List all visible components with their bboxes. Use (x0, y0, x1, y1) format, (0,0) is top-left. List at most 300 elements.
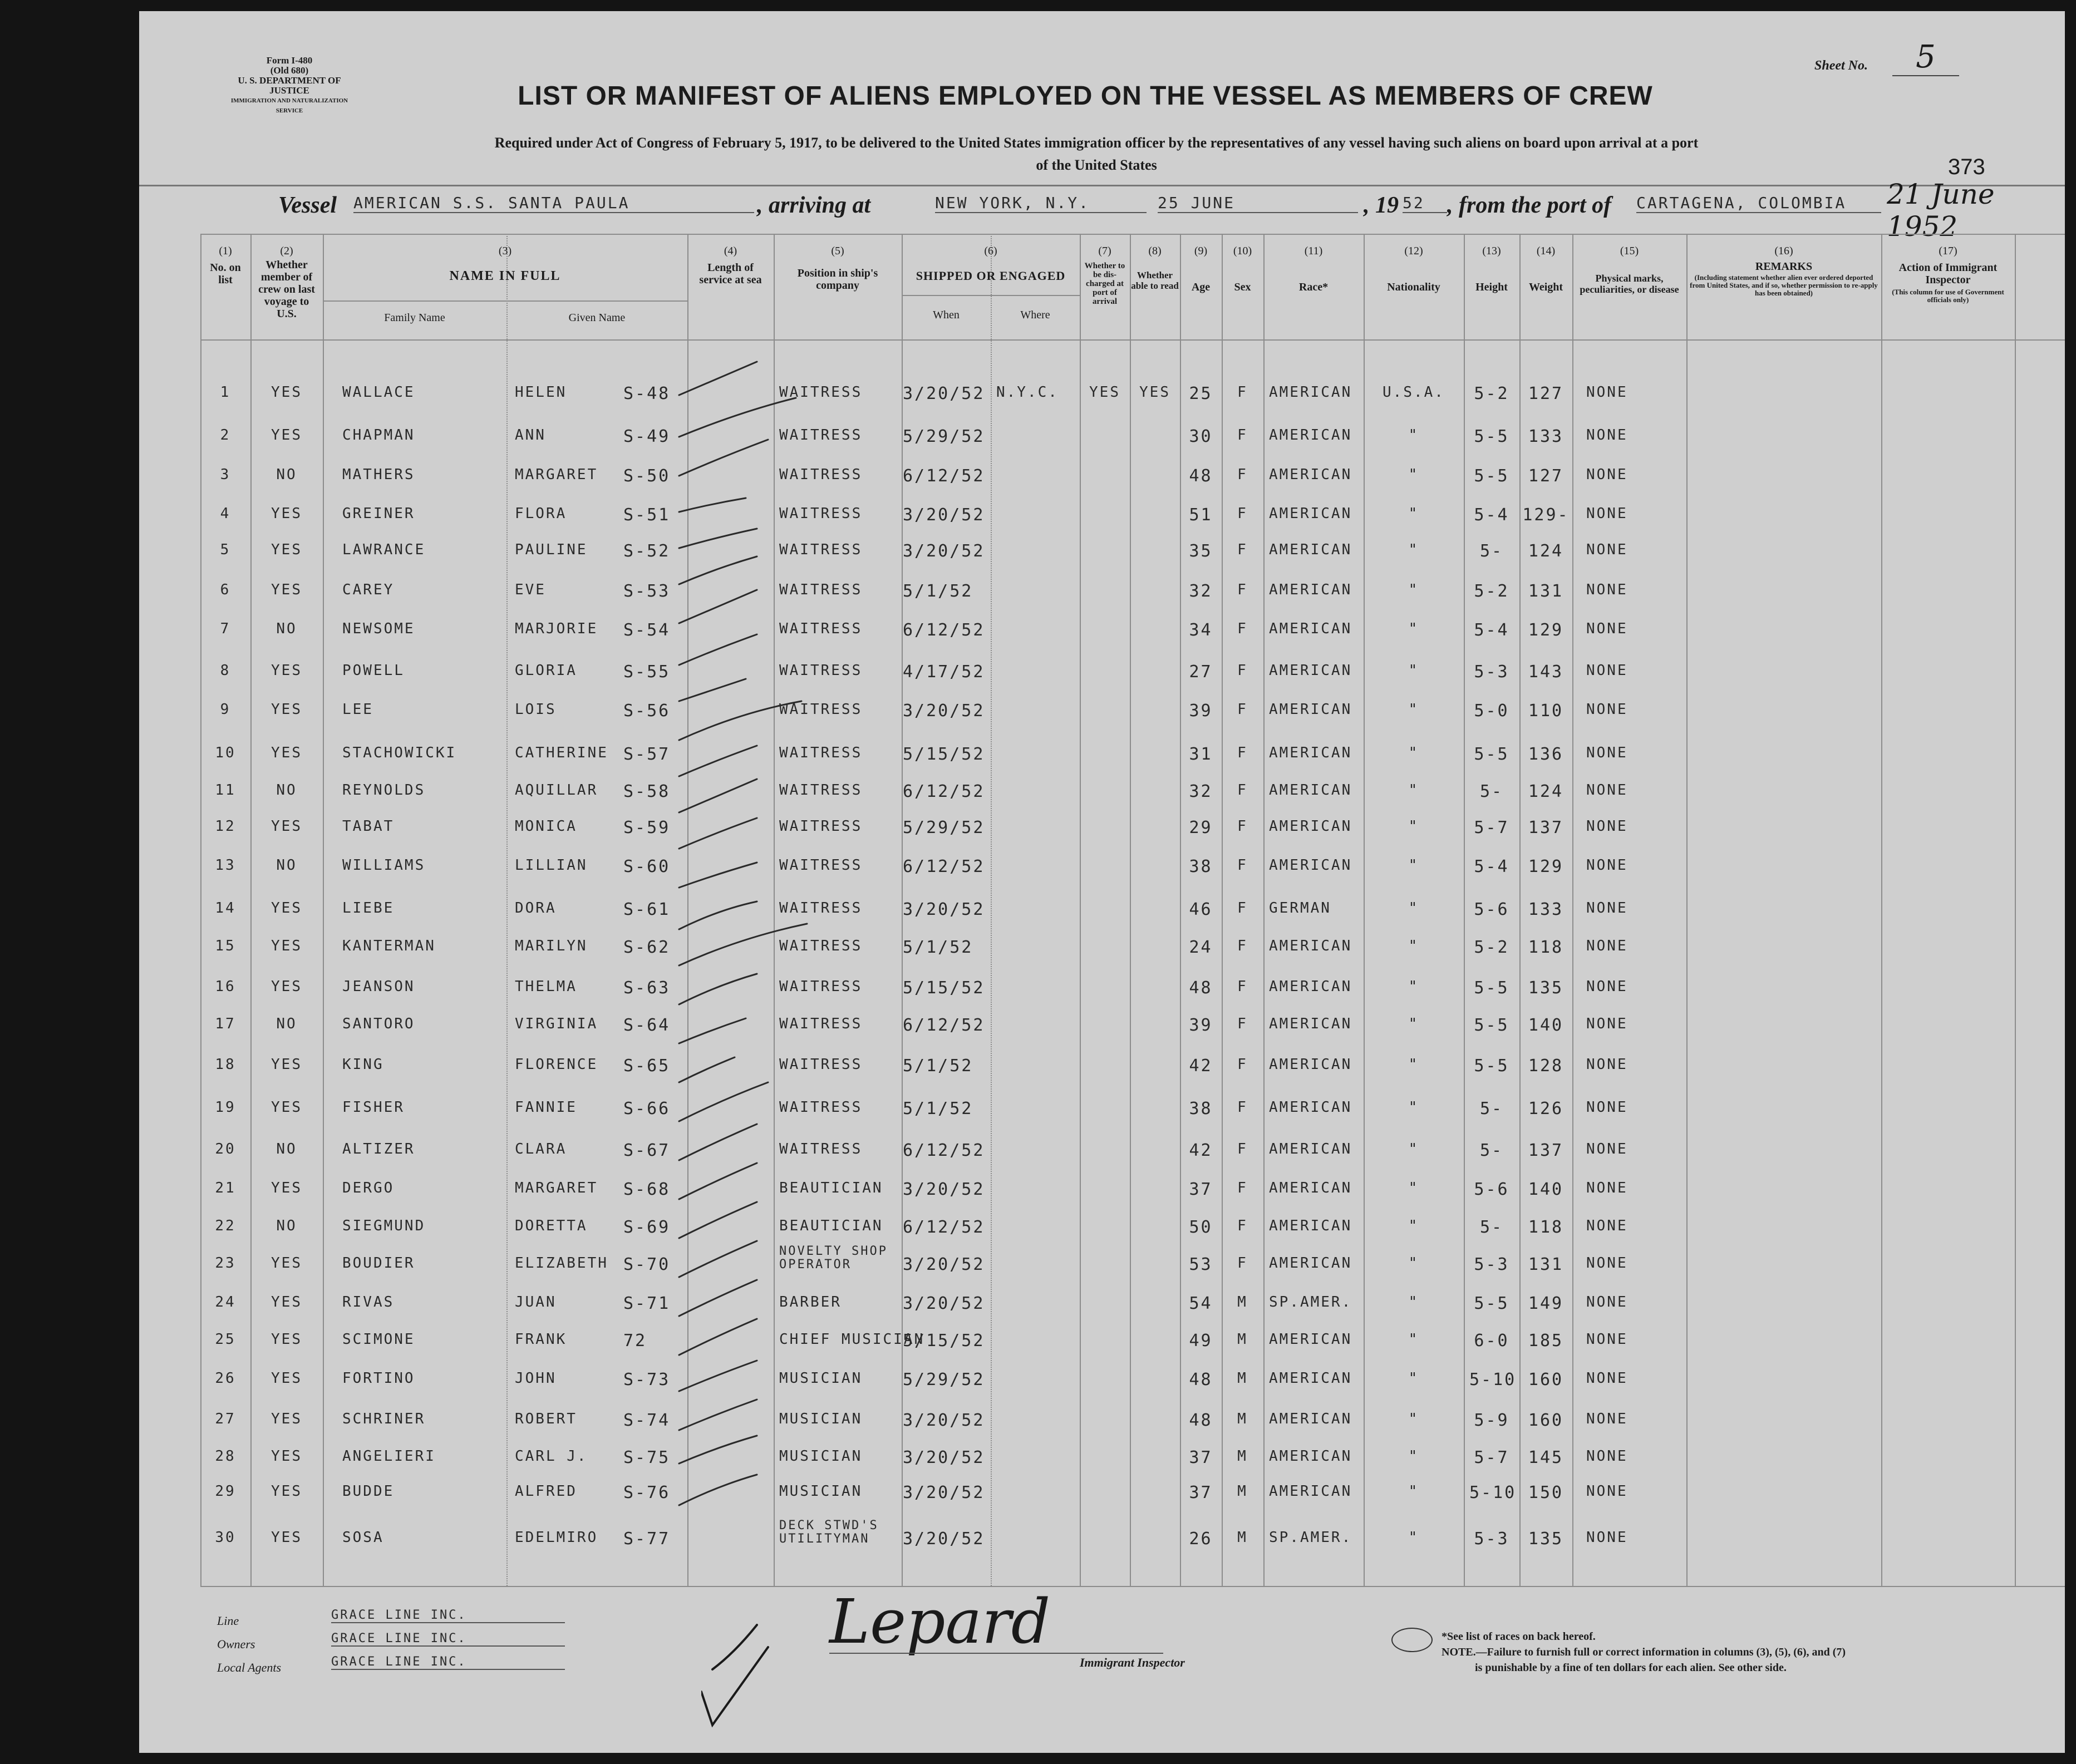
cell-shipped-when: 3/20/52 (903, 1483, 985, 1502)
cell-weight: 124 (1528, 782, 1564, 801)
table-row (139, 427, 2065, 449)
vessel-name: AMERICAN S.S. SANTA PAULA (353, 194, 754, 213)
footer-owners-value: GRACE LINE INC. (331, 1632, 565, 1647)
cell-last-voyage: YES (271, 1294, 302, 1310)
header-discharged: Whether to be dis-charged at port of arrival (1084, 262, 1125, 306)
page-stamp: 373 (1948, 155, 1985, 179)
cell-sex: F (1237, 620, 1248, 637)
cell-last-voyage: YES (271, 662, 302, 679)
cell-race: AMERICAN (1269, 662, 1352, 679)
cell-nationality: " (1408, 857, 1419, 874)
cell-given-name: ROBERT (515, 1411, 577, 1427)
cell-weight: 135 (1528, 978, 1564, 998)
subtitle-line-2: of the United States (1036, 157, 1157, 173)
cell-height: 5-6 (1474, 1180, 1509, 1199)
cell-weight: 129- (1522, 505, 1570, 525)
cell-given-name: MONICA (515, 818, 577, 835)
cell-row-number: 17 (215, 1016, 236, 1032)
cell-race: AMERICAN (1269, 541, 1352, 558)
cell-given-name: AQUILLAR (515, 782, 598, 799)
cell-given-name: MARGARET (515, 466, 598, 483)
cell-physical-marks: NONE (1586, 1255, 1628, 1272)
footer-line-label: Line (217, 1614, 239, 1628)
cell-race: AMERICAN (1269, 1370, 1352, 1387)
table-row (139, 1099, 2065, 1121)
cell-sex: F (1237, 1056, 1248, 1073)
cell-family-name: SIEGMUND (342, 1218, 426, 1234)
cell-crew-ref: S-63 (623, 978, 671, 998)
cell-last-voyage: YES (271, 384, 302, 401)
cell-sex: F (1237, 541, 1248, 558)
cell-given-name: DORETTA (515, 1218, 588, 1234)
cell-age: 27 (1189, 662, 1213, 682)
cell-shipped-when: 6/12/52 (903, 620, 985, 640)
cell-weight: 137 (1528, 1141, 1564, 1160)
cell-physical-marks: NONE (1586, 662, 1628, 679)
col-num-4: (4) (724, 245, 737, 257)
table-row (139, 582, 2065, 604)
cell-age: 24 (1189, 938, 1213, 957)
cell-age: 50 (1189, 1218, 1213, 1237)
cell-given-name: FRANK (515, 1331, 567, 1348)
header-when: When (933, 309, 960, 321)
cell-sex: F (1237, 701, 1248, 718)
cell-given-name: HELEN (515, 384, 567, 401)
cell-physical-marks: NONE (1586, 466, 1628, 483)
cell-position: MUSICIAN (779, 1448, 863, 1465)
cell-row-number: 16 (215, 978, 236, 995)
cell-weight: 124 (1528, 541, 1564, 561)
cell-given-name: CATHERINE (515, 745, 608, 761)
cell-weight: 135 (1528, 1529, 1564, 1549)
cell-physical-marks: NONE (1586, 782, 1628, 799)
cell-position: WAITRESS (779, 818, 863, 835)
col-num-11: (11) (1304, 245, 1323, 257)
cell-physical-marks: NONE (1586, 818, 1628, 835)
cell-row-number: 28 (215, 1448, 236, 1465)
cell-physical-marks: NONE (1586, 978, 1628, 995)
cell-given-name: ELIZABETH (515, 1255, 608, 1272)
cell-last-voyage: NO (276, 857, 297, 874)
cell-row-number: 8 (220, 662, 231, 679)
cell-sex: F (1237, 466, 1248, 483)
cell-family-name: CHAPMAN (342, 427, 415, 444)
col-num-2: (2) (280, 245, 293, 257)
cell-last-voyage: NO (276, 782, 297, 799)
cell-physical-marks: NONE (1586, 427, 1628, 444)
cell-family-name: SCHRINER (342, 1411, 426, 1427)
cell-height: 5-2 (1474, 384, 1509, 403)
cell-crew-ref: S-69 (623, 1218, 671, 1237)
cell-last-voyage: NO (276, 466, 297, 483)
cell-shipped-when: 6/12/52 (903, 466, 985, 486)
cell-given-name: JUAN (515, 1294, 557, 1310)
table-row (139, 1411, 2065, 1433)
table-row (139, 662, 2065, 684)
cell-family-name: KING (342, 1056, 384, 1073)
cell-physical-marks: NONE (1586, 1218, 1628, 1234)
cell-physical-marks: NONE (1586, 1411, 1628, 1427)
cell-crew-ref: S-61 (623, 900, 671, 919)
cell-row-number: 21 (215, 1180, 236, 1196)
cell-sex: F (1237, 1255, 1248, 1272)
year: 52 (1403, 194, 1447, 213)
table-row (139, 938, 2065, 960)
cell-age: 48 (1189, 1411, 1213, 1430)
cell-crew-ref: S-59 (623, 818, 671, 837)
cell-height: 5-2 (1474, 938, 1509, 957)
cell-crew-ref: S-76 (623, 1483, 671, 1502)
cell-race: AMERICAN (1269, 466, 1352, 483)
cell-physical-marks: NONE (1586, 1141, 1628, 1157)
cell-given-name: ALFRED (515, 1483, 577, 1500)
cell-crew-ref: S-56 (623, 701, 671, 721)
header-age: Age (1191, 281, 1211, 293)
cell-shipped-when: 5/29/52 (903, 818, 985, 837)
inspector-signature: Lepard (829, 1586, 1051, 1657)
cell-given-name: LILLIAN (515, 857, 588, 874)
cell-family-name: KANTERMAN (342, 938, 436, 954)
cell-nationality: " (1408, 466, 1419, 483)
cell-weight: 110 (1528, 701, 1564, 721)
cell-physical-marks: NONE (1586, 1483, 1628, 1500)
cell-sex: M (1237, 1483, 1248, 1500)
cell-nationality: " (1408, 782, 1419, 799)
cell-row-number: 2 (220, 427, 231, 444)
cell-position: MUSICIAN (779, 1483, 863, 1500)
cell-age: 26 (1189, 1529, 1213, 1549)
cell-physical-marks: NONE (1586, 1294, 1628, 1310)
cell-height: 5-5 (1474, 1294, 1509, 1313)
cell-nationality: " (1408, 1370, 1419, 1387)
col-num-8: (8) (1148, 245, 1162, 257)
cell-physical-marks: NONE (1586, 1099, 1628, 1116)
note-penalty-1: NOTE.—Failure to furnish full or correct information in columns (3), (5), (6), and (7) (1442, 1646, 1846, 1658)
cell-shipped-when: 3/20/52 (903, 701, 985, 721)
cell-given-name: VIRGINIA (515, 1016, 598, 1032)
cell-sex: F (1237, 1099, 1248, 1116)
cell-age: 25 (1189, 384, 1213, 403)
cell-shipped-when: 6/12/52 (903, 782, 985, 801)
cell-weight: 136 (1528, 745, 1564, 764)
cell-last-voyage: YES (271, 1099, 302, 1116)
cell-weight: 129 (1528, 620, 1564, 640)
cell-physical-marks: NONE (1586, 701, 1628, 718)
table-row (139, 1370, 2065, 1392)
header-height: Height (1475, 281, 1508, 293)
note-penalty-2: is punishable by a fine of ten dollars for each alien. See other side. (1475, 1662, 1787, 1674)
cell-sex: M (1237, 1411, 1248, 1427)
header-last-voyage: Whether member of crew on last voyage to U.S. (258, 259, 315, 320)
cell-weight: 133 (1528, 900, 1564, 919)
cell-family-name: STACHOWICKI (342, 745, 457, 761)
cell-sex: F (1237, 900, 1248, 917)
cell-last-voyage: NO (276, 620, 297, 637)
cell-crew-ref: S-54 (623, 620, 671, 640)
cell-nationality: " (1408, 620, 1419, 637)
service: IMMIGRATION AND NATURALIZATION SERVICE (230, 97, 348, 114)
cell-age: 42 (1189, 1141, 1213, 1160)
cell-weight: 140 (1528, 1016, 1564, 1035)
form-number: Form I-480 (266, 55, 313, 66)
note-circle (1391, 1628, 1433, 1652)
cell-shipped-when: 5/1/52 (903, 1099, 973, 1118)
header-physical-marks: Physical marks, peculiarities, or disease (1580, 273, 1679, 295)
cell-physical-marks: NONE (1586, 1331, 1628, 1348)
cell-sex: M (1237, 1331, 1248, 1348)
cell-nationality: " (1408, 1016, 1419, 1032)
vessel-label: Vessel (278, 193, 337, 218)
cell-crew-ref: S-48 (623, 384, 671, 403)
table-row (139, 1331, 2065, 1353)
table-row (139, 1244, 2065, 1277)
cell-last-voyage: YES (271, 818, 302, 835)
cell-race: AMERICAN (1269, 427, 1352, 444)
cell-last-voyage: YES (271, 900, 302, 917)
cell-weight: 118 (1528, 1218, 1564, 1237)
cell-shipped-where: N.Y.C. (996, 384, 1059, 401)
cell-last-voyage: YES (271, 427, 302, 444)
cell-nationality: " (1408, 1099, 1419, 1116)
cell-weight: 128 (1528, 1056, 1564, 1076)
cell-race: SP.AMER. (1269, 1529, 1352, 1546)
cell-physical-marks: NONE (1586, 384, 1628, 401)
cell-physical-marks: NONE (1586, 938, 1628, 954)
col-num-1: (1) (219, 245, 232, 257)
cell-sex: M (1237, 1448, 1248, 1465)
cell-last-voyage: YES (271, 1448, 302, 1465)
cell-sex: F (1237, 662, 1248, 679)
cell-weight: 129 (1528, 857, 1564, 876)
cell-row-number: 15 (215, 938, 236, 954)
cell-height: 5-5 (1474, 466, 1509, 486)
cell-row-number: 25 (215, 1331, 236, 1348)
cell-last-voyage: YES (271, 1411, 302, 1427)
cell-race: AMERICAN (1269, 582, 1352, 598)
cell-height: 5- (1479, 1141, 1504, 1160)
cell-shipped-when: 5/15/52 (903, 745, 985, 764)
cell-height: 5- (1479, 1218, 1504, 1237)
cell-last-voyage: YES (271, 938, 302, 954)
cell-last-voyage: YES (271, 1255, 302, 1272)
cell-age: 39 (1189, 701, 1213, 721)
header-no-on-list: No. on list (210, 262, 241, 286)
cell-age: 48 (1189, 1370, 1213, 1389)
cell-nationality: U.S.A. (1383, 384, 1445, 401)
cell-race: GERMAN (1269, 900, 1331, 917)
col-num-12: (12) (1404, 245, 1423, 257)
cell-age: 42 (1189, 1056, 1213, 1076)
cell-sex: F (1237, 857, 1248, 874)
cell-height: 5- (1479, 1099, 1504, 1118)
arrival-date: 25 JUNE (1158, 194, 1358, 213)
cell-given-name: EVE (515, 582, 546, 598)
cell-given-name: FANNIE (515, 1099, 577, 1116)
cell-discharged: YES (1089, 384, 1120, 401)
cell-race: AMERICAN (1269, 620, 1352, 637)
cell-race: AMERICAN (1269, 1483, 1352, 1500)
header-action-note: (This column for use of Government officials only) (1892, 288, 2004, 304)
cell-position: BARBER (779, 1294, 842, 1310)
header-race: Race* (1298, 281, 1329, 293)
cell-height: 6-0 (1474, 1331, 1509, 1351)
cell-weight: 145 (1528, 1448, 1564, 1467)
cell-last-voyage: YES (271, 1370, 302, 1387)
cell-family-name: LEE (342, 701, 373, 718)
cell-position: NOVELTY SHOP OPERATOR (779, 1244, 888, 1272)
cell-sex: F (1237, 384, 1248, 401)
cell-physical-marks: NONE (1586, 1370, 1628, 1387)
cell-weight: 160 (1528, 1411, 1564, 1430)
cell-nationality: " (1408, 1141, 1419, 1157)
cell-crew-ref: S-77 (623, 1529, 671, 1549)
cell-age: 37 (1189, 1483, 1213, 1502)
col-num-13: (13) (1482, 245, 1501, 257)
cell-weight: 126 (1528, 1099, 1564, 1118)
header-position: Position in ship's company (797, 267, 878, 292)
cell-row-number: 4 (220, 505, 231, 522)
cell-nationality: " (1408, 1331, 1419, 1348)
cell-nationality: " (1408, 1180, 1419, 1196)
cell-age: 48 (1189, 978, 1213, 998)
cell-race: AMERICAN (1269, 978, 1352, 995)
cell-family-name: NEWSOME (342, 620, 415, 637)
table-row (139, 701, 2065, 723)
sheet-number: 5 (1892, 39, 1959, 76)
cell-crew-ref: S-50 (623, 466, 671, 486)
cell-position: BEAUTICIAN (779, 1218, 883, 1234)
cell-crew-ref: S-66 (623, 1099, 671, 1118)
cell-nationality: " (1408, 1483, 1419, 1500)
cell-crew-ref: S-68 (623, 1180, 671, 1199)
cell-sex: M (1237, 1294, 1248, 1310)
cell-row-number: 26 (215, 1370, 236, 1387)
col-num-16: (16) (1774, 245, 1793, 257)
cell-nationality: " (1408, 662, 1419, 679)
cell-physical-marks: NONE (1586, 620, 1628, 637)
cell-row-number: 1 (220, 384, 231, 401)
cell-given-name: FLORA (515, 505, 567, 522)
cell-height: 5-5 (1474, 1016, 1509, 1035)
cell-weight: 149 (1528, 1294, 1564, 1313)
cell-weight: 127 (1528, 384, 1564, 403)
cell-row-number: 30 (215, 1529, 236, 1546)
cell-given-name: JOHN (515, 1370, 557, 1387)
cell-last-voyage: YES (271, 745, 302, 761)
cell-last-voyage: YES (271, 1331, 302, 1348)
handwritten-date: 21 June 1952 (1887, 178, 1995, 243)
cell-sex: F (1237, 978, 1248, 995)
cell-age: 46 (1189, 900, 1213, 919)
cell-position: WAITRESS (779, 1056, 863, 1073)
table-row (139, 1141, 2065, 1163)
cell-row-number: 12 (215, 818, 236, 835)
cell-height: 5-3 (1474, 1529, 1509, 1549)
cell-family-name: FISHER (342, 1099, 405, 1116)
cell-last-voyage: NO (276, 1141, 297, 1157)
table-row (139, 620, 2065, 643)
cell-last-voyage: NO (276, 1016, 297, 1032)
cell-height: 5-10 (1469, 1370, 1517, 1389)
cell-race: AMERICAN (1269, 818, 1352, 835)
cell-row-number: 27 (215, 1411, 236, 1427)
cell-row-number: 13 (215, 857, 236, 874)
cell-weight: 160 (1528, 1370, 1564, 1389)
cell-race: AMERICAN (1269, 1099, 1352, 1116)
cell-row-number: 5 (220, 541, 231, 558)
cell-race: AMERICAN (1269, 782, 1352, 799)
footer-line-value: GRACE LINE INC. (331, 1608, 565, 1623)
cell-shipped-when: 5/15/52 (903, 1331, 985, 1351)
header-weight: Weight (1528, 281, 1563, 293)
footer-agents-label: Local Agents (217, 1660, 282, 1674)
col-num-9: (9) (1194, 245, 1208, 257)
cell-shipped-when: 3/20/52 (903, 384, 985, 403)
header-given-name: Given Name (568, 312, 626, 324)
cell-row-number: 24 (215, 1294, 236, 1310)
cell-family-name: SANTORO (342, 1016, 415, 1032)
cell-nationality: " (1408, 745, 1419, 761)
col-num-7: (7) (1098, 245, 1111, 257)
footer-owners-label: Owners (217, 1637, 255, 1651)
cell-sex: F (1237, 582, 1248, 598)
cell-nationality: " (1408, 1255, 1419, 1272)
form-id-block (217, 56, 362, 116)
cell-age: 32 (1189, 582, 1213, 601)
cell-family-name: MATHERS (342, 466, 415, 483)
cell-family-name: POWELL (342, 662, 405, 679)
header-length-of-service: Length of service at sea (699, 262, 762, 286)
header-shipped-engaged: SHIPPED OR ENGAGED (916, 269, 1066, 283)
cell-given-name: PAULINE (515, 541, 588, 558)
cell-race: AMERICAN (1269, 1448, 1352, 1465)
cell-crew-ref: S-65 (623, 1056, 671, 1076)
cell-crew-ref: S-58 (623, 782, 671, 801)
cell-nationality: " (1408, 1294, 1419, 1310)
note-races: *See list of races on back hereof. (1442, 1630, 1596, 1643)
cell-nationality: " (1408, 1411, 1419, 1427)
cell-crew-ref: S-75 (623, 1448, 671, 1467)
cell-age: 31 (1189, 745, 1213, 764)
cell-physical-marks: NONE (1586, 1448, 1628, 1465)
cell-nationality: " (1408, 900, 1419, 917)
cell-nationality: " (1408, 1448, 1419, 1465)
cell-weight: 118 (1528, 938, 1564, 957)
cell-family-name: GREINER (342, 505, 415, 522)
cell-given-name: FLORENCE (515, 1056, 598, 1073)
table-row (139, 1483, 2065, 1505)
cell-row-number: 29 (215, 1483, 236, 1500)
sheet-label: Sheet No. (1814, 58, 1868, 73)
cell-last-voyage: YES (271, 1529, 302, 1546)
cell-family-name: WILLIAMS (342, 857, 426, 874)
cell-given-name: THELMA (515, 978, 577, 995)
cell-shipped-when: 3/20/52 (903, 1180, 985, 1199)
cell-age: 48 (1189, 466, 1213, 486)
cell-sex: F (1237, 505, 1248, 522)
cell-position: WAITRESS (779, 427, 863, 444)
cell-sex: F (1237, 938, 1248, 954)
cell-last-voyage: NO (276, 1218, 297, 1234)
cell-physical-marks: NONE (1586, 900, 1628, 917)
cell-height: 5- (1479, 782, 1504, 801)
footer-agents-value: GRACE LINE INC. (331, 1655, 565, 1670)
cell-shipped-when: 5/1/52 (903, 1056, 973, 1076)
cell-nationality: " (1408, 1218, 1419, 1234)
table-row (139, 978, 2065, 1001)
cell-row-number: 23 (215, 1255, 236, 1272)
cell-weight: 127 (1528, 466, 1564, 486)
